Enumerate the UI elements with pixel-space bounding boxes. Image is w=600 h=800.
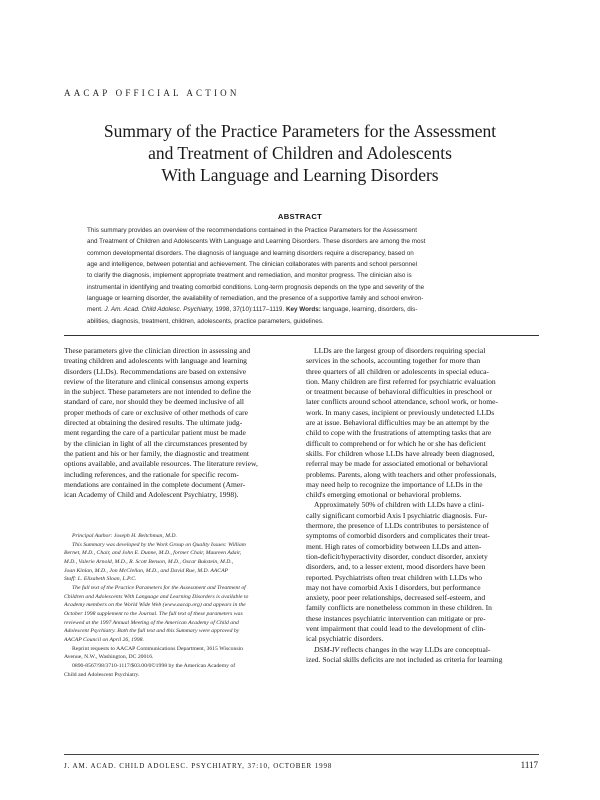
body-line: difficult to comprehend or for which he or she has deficient	[306, 438, 486, 448]
abstract-line: common developmental disorders. The diagnosis of language and learning disorders require a discrepancy, based on	[87, 249, 414, 257]
body-line: in the subject. These parameters are not intended to define the	[64, 387, 251, 397]
footnote-line: October 1998 supplement to the Journal. The full text of these parameters was	[64, 610, 243, 617]
body-line: the patient and his or her family, the diagnostic and treatment	[64, 448, 249, 458]
title-line: With Language and Learning Disorders	[161, 165, 439, 185]
body-line: thermore, the presence of LLDs contributes to persistence of	[306, 521, 489, 531]
body-line: tion. Many children are first referred for psychiatric evaluation	[306, 376, 496, 386]
body-line: may not have comorbid Axis I disorders, but performance	[306, 582, 481, 592]
body-line: referral may be made for associated emotional or behavioral	[306, 459, 488, 469]
footnote-line: Bernet, M.D., Chair, and John E. Dunne, M.D., former Chair, Maureen Adair,	[64, 550, 242, 557]
body-line: family conflicts are nonetheless common in these children. In	[306, 603, 492, 613]
body-line: mendations are contained in the complete document (Amer-	[64, 479, 246, 489]
body-line: ment. High rates of comorbidity between LLDs and atten-	[306, 541, 482, 551]
body-line: disorders, and, to a lesser extent, mood disorders have been	[306, 562, 486, 572]
section-label: AACAP OFFICIAL ACTION	[64, 88, 240, 98]
body-line: cally significant comorbid Axis I psychiatric diagnosis. Fur-	[306, 510, 488, 520]
body-line: including references, and the rationale for specific recom-	[64, 469, 239, 479]
body-line: proper methods of care or exclusive of other methods of care	[64, 407, 248, 417]
footnote-line: Children and Adolescents With Language and Learning Disorders is available to	[64, 593, 249, 600]
footnote-line: Academy members on the World Wide Web (www.aacap.org) and appears in the	[64, 602, 246, 609]
body-line: tion-deficit/hyperactivity disorder, conduct disorder, anxiety	[306, 551, 488, 561]
dsm-text: reflects changes in the way LLDs are conceptual-	[339, 644, 491, 654]
body-line: treating children and adolescents with language and learning	[64, 356, 247, 366]
body-line: problems. Parents, along with teachers and other professionals,	[306, 469, 497, 479]
footer-divider	[64, 754, 539, 755]
citation-prefix: ment.	[87, 306, 105, 314]
body-line: ical psychiatric disorders.	[306, 634, 384, 644]
body-line: work. In many cases, incipient or previously undetected LLDs	[306, 407, 495, 417]
body-line: ized. Social skills deficits are not included as criteria for learning	[306, 654, 503, 664]
body-line: ment regarding the care of a particular patient must be made	[64, 428, 246, 438]
abstract-line: and Treatment of Children and Adolescents With Language and Learning Disorders. These disorders are among the most	[87, 238, 426, 246]
body-line: directed at obtaining the desired results. The ultimate judg-	[64, 418, 243, 428]
body-line: reported. Psychiatrists often treat children with LLDs who	[306, 572, 483, 582]
body-line: child to cope with the frustrations of attempting tasks that are	[306, 428, 492, 438]
footnote-line: Avenue, N.W., Washington, DC 20016.	[64, 654, 154, 661]
article-title	[60, 120, 540, 186]
body-line: standard of care, nor should they be deemed inclusive of all	[64, 397, 245, 407]
body-line: services in the schools, accounting together for more than	[306, 356, 481, 366]
body-line: later conflicts around school attendance, school work, or home-	[306, 397, 498, 407]
left-column	[64, 346, 295, 500]
body-line: these instances psychiatric intervention can mitigate or pre-	[306, 613, 486, 623]
footnote-line: Child and Adolescent Psychiatry.	[64, 671, 140, 678]
title-line: and Treatment of Children and Adolescents	[148, 143, 452, 163]
body-line: may need help to recognize the importance of LLDs in the	[306, 479, 483, 489]
dsm-term: DSM-IV	[314, 644, 340, 654]
abstract-line: This summary provides an overview of the recommendations contained in the Practice Parameters for the Assessment	[87, 227, 418, 234]
abstract-line: age and intelligence, between potential and achievement. The clinician collaborates with parents and school personnel	[87, 261, 417, 269]
footnote-line: M.D., Valerie Arnold, M.D., R. Scott Benson, M.D., Oscar Bukstein, M.D.,	[64, 558, 234, 565]
keywords-label: Key Words:	[285, 306, 321, 314]
footnote-line: reviewed at the 1997 Annual Meeting of the American Academy of Child and	[64, 619, 239, 626]
footnote-line: Joan Kinlan, M.D., Jon McClellan, M.D., and David Rue, M.D. AACAP	[64, 567, 229, 574]
body-line: options available, and available resources. The literature review,	[64, 459, 258, 469]
abstract-line: instrumental in identifying and treating comorbid conditions. Long-term prognosis depends on the type and severity of the	[87, 283, 425, 291]
right-column	[306, 346, 537, 665]
footnote-line: 0890-8567/98/3710-1117/$03.00/0©1998 by the American Academy of	[72, 662, 236, 669]
abstract-body	[87, 225, 527, 327]
citation-details: 1998, 37(10):1117–1119.	[213, 306, 286, 314]
abstract-line: abilities, diagnosis, treatment, children, adolescents, practice parameters, guidelines.	[87, 317, 324, 325]
body-line: child's emerging emotional or behavioral problems.	[306, 490, 462, 500]
abstract-citation-line	[87, 304, 527, 315]
abstract-divider	[64, 335, 539, 336]
dsm-line	[306, 645, 537, 655]
body-line: Approximately 50% of children with LLDs have a clini-	[314, 500, 485, 510]
page-number: 1117	[520, 760, 538, 770]
footnote-line: Principal Author: Joseph H. Beitchman, M.D.	[72, 533, 177, 539]
body-line: three quarters of all children or adolescents in special educa-	[306, 366, 489, 376]
abstract-line: to clarify the diagnosis, implement appropriate treatment and remediation, and monitor progress. The clinician also is	[87, 272, 412, 280]
body-line: skills. For children whose LLDs have already been diagnosed,	[306, 448, 495, 458]
body-line: These parameters give the clinician direction in assessing and	[64, 346, 251, 355]
body-line: vent impairment that could lead to the development of clin-	[306, 624, 486, 634]
journal-footer: J. AM. ACAD. CHILD ADOLESC. PSYCHIATRY, 37:10, OCTOBER 1998	[64, 762, 333, 770]
body-line: by the clinician in light of all the circumstances presented by	[64, 438, 248, 448]
body-line: are at issue. Behavioral difficulties may be an attempt by the	[306, 418, 489, 428]
body-line: ican Academy of Child and Adolescent Psychiatry, 1998).	[64, 490, 239, 500]
body-line: disorders (LLDs). Recommendations are based on extensive	[64, 366, 247, 376]
footnote-line: The full text of the Practice Parameters for the Assessment and Treatment of	[72, 584, 246, 591]
abstract-line: language or learning disorder, the availability of remediation, and the presence of a supportive family and school environ-	[87, 295, 424, 303]
abstract-heading: ABSTRACT	[277, 212, 323, 221]
citation-journal: J. Am. Acad. Child Adolesc. Psychiatry,	[104, 306, 214, 314]
footnote-line: Adolescent Psychiatry. Both the full text and this Summary were approved by	[64, 628, 240, 635]
keywords-list: language, learning, disorders, dis-	[320, 306, 418, 314]
body-line: symptoms of comorbid disorders and complicates their treat-	[306, 531, 490, 541]
footnotes	[64, 532, 296, 679]
body-line: anxiety, poor peer relationships, decreased self-esteem, and	[306, 593, 486, 603]
footnote-line: Reprint requests to AACAP Communications Department, 3615 Wisconsin	[72, 645, 244, 652]
footnote-line: This Summary was developed by the Work Group on Quality Issues: William	[72, 541, 246, 548]
body-line: review of the literature and clinical consensus among experts	[64, 376, 249, 386]
body-line: or treatment because of behavioral difficulties in preschool or	[306, 387, 492, 397]
body-line: LLDs are the largest group of disorders requiring special	[314, 346, 486, 355]
footnote-line: AACAP Council on April 26, 1998.	[64, 636, 144, 643]
title-line: Summary of the Practice Parameters for the Assessment	[103, 121, 497, 141]
footnote-line: Staff: L. Elizabeth Sloan, L.P.C.	[64, 576, 137, 583]
